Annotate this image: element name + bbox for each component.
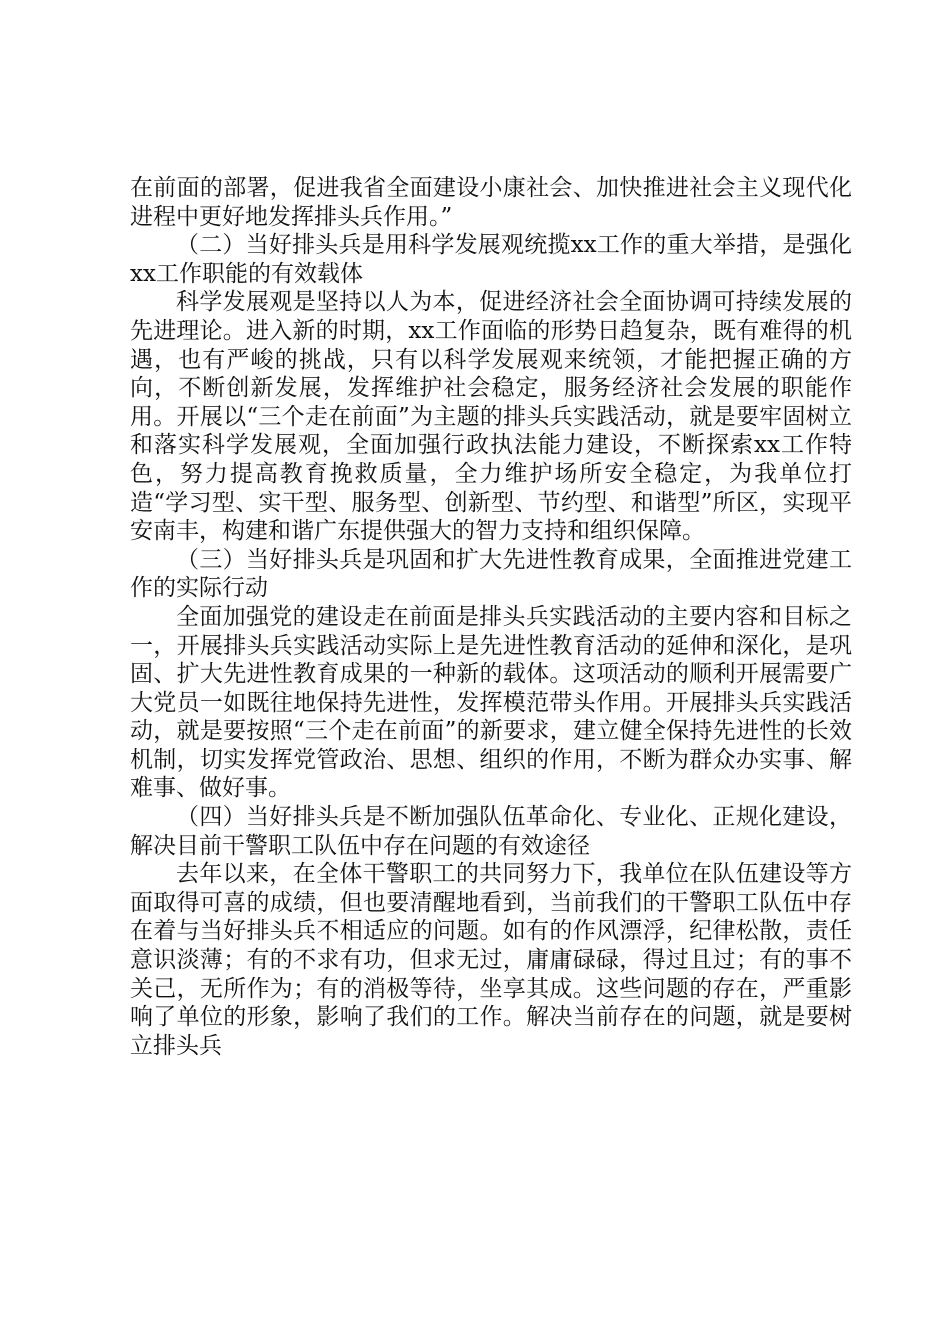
section-heading-2: （二）当好排头兵是用科学发展观统揽xx工作的重大举措，是强化xx工作职能的有效载体 <box>130 232 852 287</box>
section-heading-4: （四）当好排头兵是不断加强队伍革命化、专业化、正规化建设，解决目前干警职工队伍中存在问题的有效途径 <box>130 804 852 859</box>
paragraph-continuation: 在前面的部署，促进我省全面建设小康社会、加快推进社会主义现代化进程中更好地发挥排头兵作用。” <box>130 175 852 230</box>
document-body <box>130 174 852 1060</box>
section-heading-3: （三）当好排头兵是巩固和扩大先进性教育成果，全面推进党建工作的实际行动 <box>130 546 852 602</box>
paragraph-party-building: 全面加强党的建设走在前面是排头兵实践活动的主要内容和目标之一，开展排头兵实践活动实际上是先进性教育活动的延伸和深化，是巩固、扩大先进性教育成果的一种新的载体。这项活动的顺利开展需要广大党员一如既往地保持先进性，发挥模范带头作用。开展排头兵实践活动，就是要按照“三个走在前面”的新要求，建立健全保持先进性的长效机制，切实发挥党管政治、思想、组织的作用，不断为群众办实事、解难事、做好事。 <box>130 603 852 802</box>
paragraph-team-building: 去年以来，在全体干警职工的共同努力下，我单位在队伍建设等方面取得可喜的成绩，但也要清醒地看到，当前我们的干警职工队伍中存在着与当好排头兵不相适应的问题。如有的作风漂浮，纪律松散，责任意识淡薄；有的不求有功，但求无过，庸庸碌碌，得过且过；有的事不关己，无所作为；有的消极等待，坐享其成。这些问题的存在，严重影响了单位的形象，影响了我们的工作。解决当前存在的问题，就是要树立排头兵 <box>130 861 852 1059</box>
paragraph-scientific-development: 科学发展观是坚持以人为本，促进经济社会全面协调可持续发展的先进理论。进入新的时期，xx工作面临的形势日趋复杂，既有难得的机遇，也有严峻的挑战，只有以科学发展观来统领，才能把握正确的方向，不断创新发展，发挥维护社会稳定，服务经济社会发展的职能作用。开展以“三个走在前面”为主题的排头兵实践活动，就是要牢固树立和落实科学发展观，全面加强行政执法能力建设，不断探索xx工作特色，努力提高教育挽救质量，全力维护场所安全稳定，为我单位打造“学习型、实干型、服务型、创新型、节约型、和谐型”所区，实现平安南丰，构建和谐广东提供强大的智力支持和组织保障。 <box>130 289 852 545</box>
